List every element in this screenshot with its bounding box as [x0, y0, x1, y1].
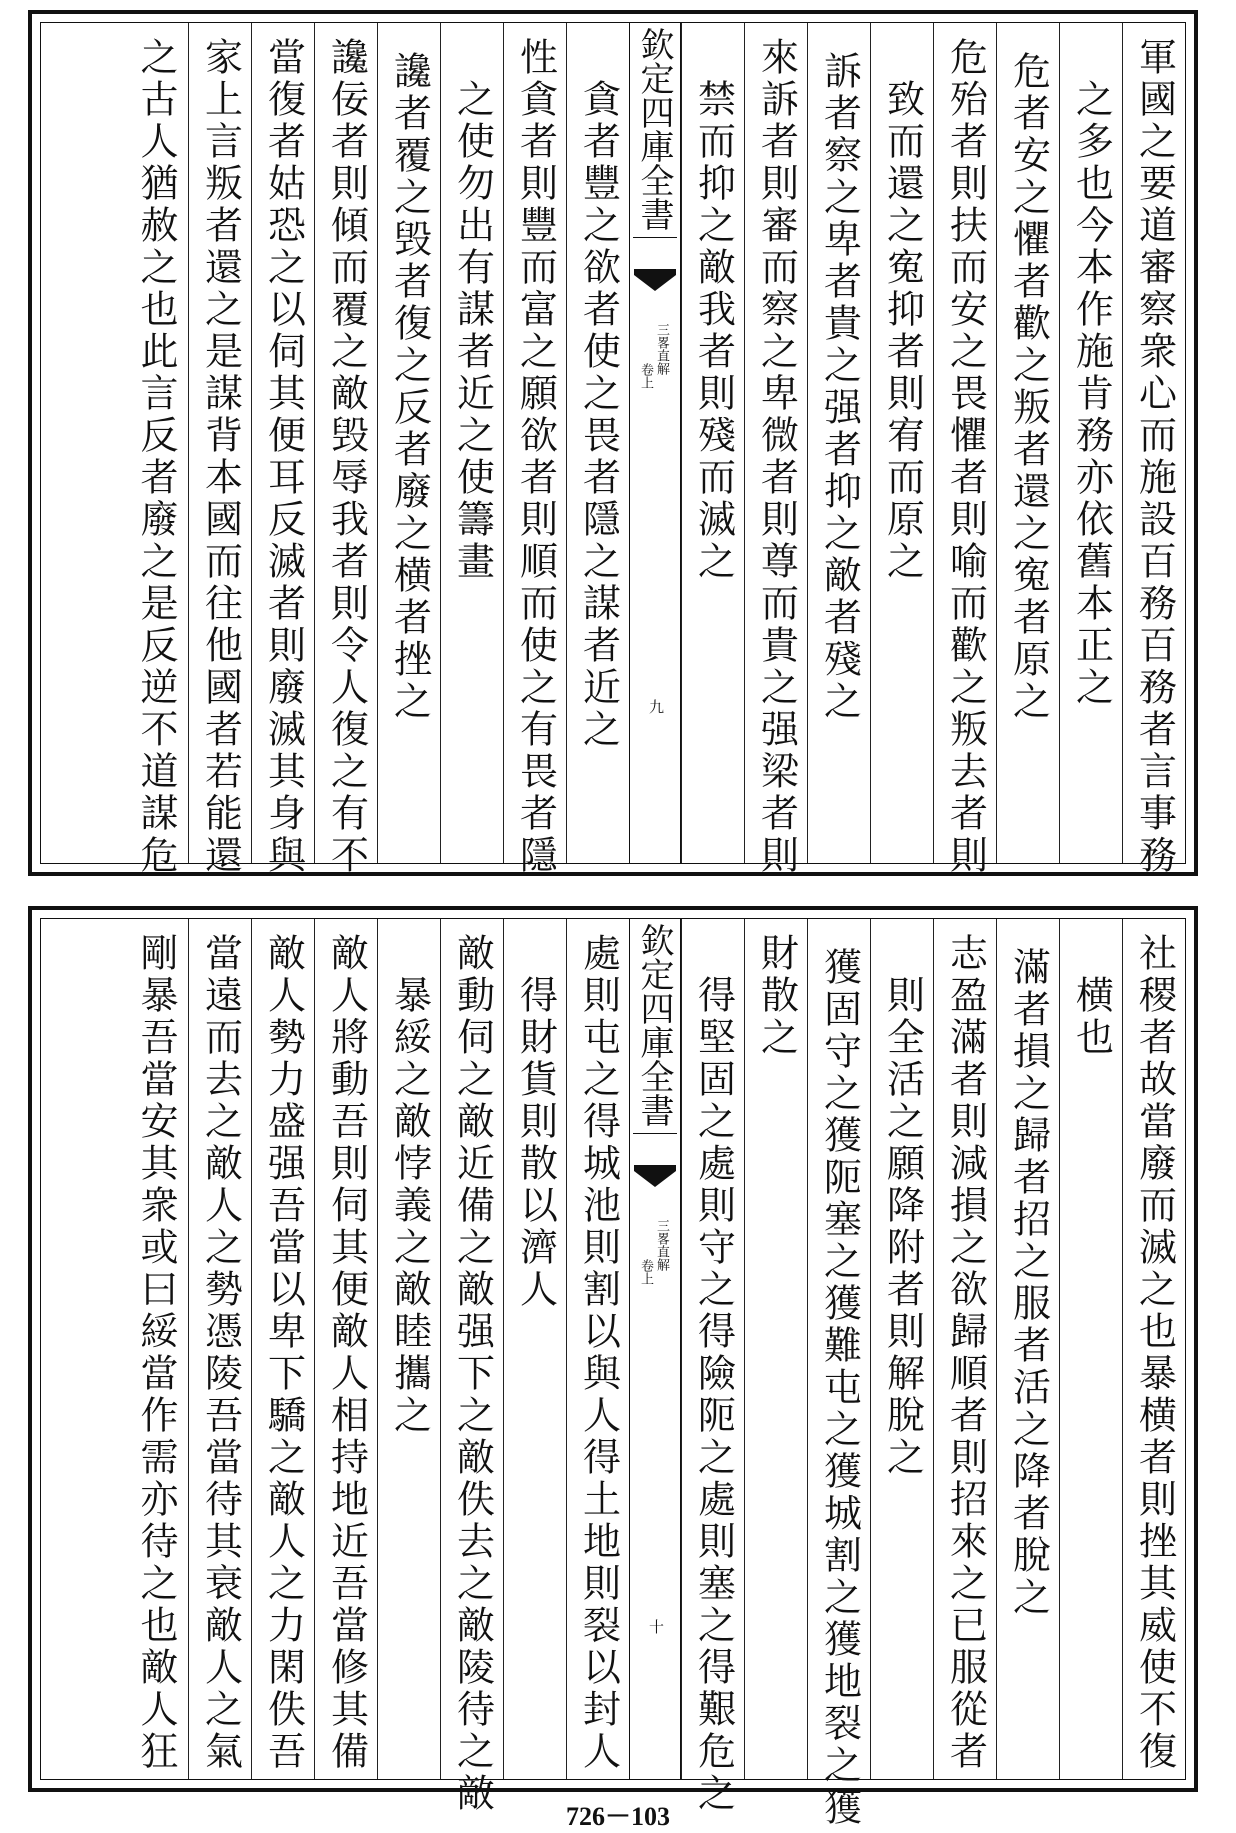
text-column: 則全活之願降附者則解脫之 — [870, 919, 933, 1779]
section-title: 三畧直解 — [654, 1219, 669, 1271]
book-title: 欽定四庫全書 — [633, 27, 677, 238]
section-title: 三畧直解 — [654, 323, 669, 375]
fish-tail-mark-icon — [634, 1165, 676, 1189]
text-column: 之使勿出有謀者近之使籌畫 — [440, 23, 503, 863]
text-column: 剛暴吾當安其衆或曰綏當作需亦待之也敵人狂 — [134, 933, 178, 1773]
page-number: 九 — [647, 699, 665, 714]
text-column: 敵動伺之敵近備之敵强下之敵佚去之敵陵待之敵 — [440, 919, 503, 1779]
page-number: 十 — [647, 1619, 665, 1634]
upper-page-frame — [40, 22, 1186, 877]
text-column: 敵人將動吾則伺其便敵人相持地近吾當修其備 — [314, 919, 377, 1779]
text-column: 滿者損之歸者招之服者活之降者脫之 — [996, 919, 1059, 1779]
text-column: 來訴者則審而察之卑微者則尊而貴之强梁者則 — [744, 23, 807, 863]
text-column: 當遠而去之敵人之勢憑陵吾當待其衰敵人之氣 — [188, 919, 251, 1779]
text-column: 讒者覆之毁者復之反者廢之横者挫之 — [377, 23, 440, 863]
text-column: 家上言叛者還之是謀背本國而往他國者若能還 — [188, 23, 251, 863]
text-column: 當復者姑恐之以伺其便耳反滅者則廢滅其身與 — [251, 23, 314, 863]
text-column: 讒佞者則傾而覆之敵毁辱我者則令人復之有不 — [314, 23, 377, 863]
text-column: 之古人猶赦之也此言反者廢之是反逆不道謀危 — [134, 37, 178, 877]
upper-page — [28, 10, 1198, 876]
text-column: 得堅固之處則守之得險阨之處則塞之得艱危之 — [681, 919, 744, 1779]
volume-label: 卷上 — [638, 363, 653, 389]
text-column: 危者安之懼者歡之叛者還之寃者原之 — [996, 23, 1059, 863]
text-column: 貪者豐之欲者使之畏者隱之謀者近之 — [566, 23, 629, 863]
text-column: 獲固守之獲阨塞之獲難屯之獲城割之獲地裂之獲 — [807, 919, 870, 1779]
text-column: 暴綏之敵悖義之敵睦攜之 — [377, 919, 440, 1779]
text-column: 處則屯之得城池則割以與人得土地則裂以封人 — [566, 919, 629, 1779]
text-column: 財散之 — [744, 919, 807, 1779]
fish-tail-mark-icon — [634, 269, 676, 293]
text-column: 訴者察之卑者貴之强者抑之敵者殘之 — [807, 23, 870, 863]
book-title: 欽定四庫全書 — [633, 923, 677, 1134]
text-column: 禁而抑之敵我者則殘而滅之 — [681, 23, 744, 863]
text-column: 軍國之要道審察衆心而施設百務百務者言事務 — [1122, 23, 1185, 863]
text-column: 社稷者故當廢而滅之也暴横者則挫其威使不復 — [1122, 919, 1185, 1779]
center-banner — [629, 23, 681, 863]
text-column: 致而還之寃抑者則宥而原之 — [870, 23, 933, 863]
text-column: 之多也今本作施肯務亦依舊本正之 — [1059, 23, 1122, 863]
volume-label: 卷上 — [638, 1259, 653, 1285]
text-column: 得財貨則散以濟人 — [503, 919, 566, 1779]
text-column: 性貪者則豐而富之願欲者則順而使之有畏者隱 — [503, 23, 566, 863]
text-column: 志盈滿者則減損之欲歸順者則招來之已服從者 — [933, 919, 996, 1779]
center-banner — [629, 919, 681, 1779]
text-column: 敵人勢力盛强吾當以卑下驕之敵人之力閑佚吾 — [251, 919, 314, 1779]
text-column: 横也 — [1059, 919, 1122, 1779]
text-column: 危殆者則扶而安之畏懼者則喻而歡之叛去者則 — [933, 23, 996, 863]
page-footer-number: 726－103 — [565, 1802, 670, 1831]
